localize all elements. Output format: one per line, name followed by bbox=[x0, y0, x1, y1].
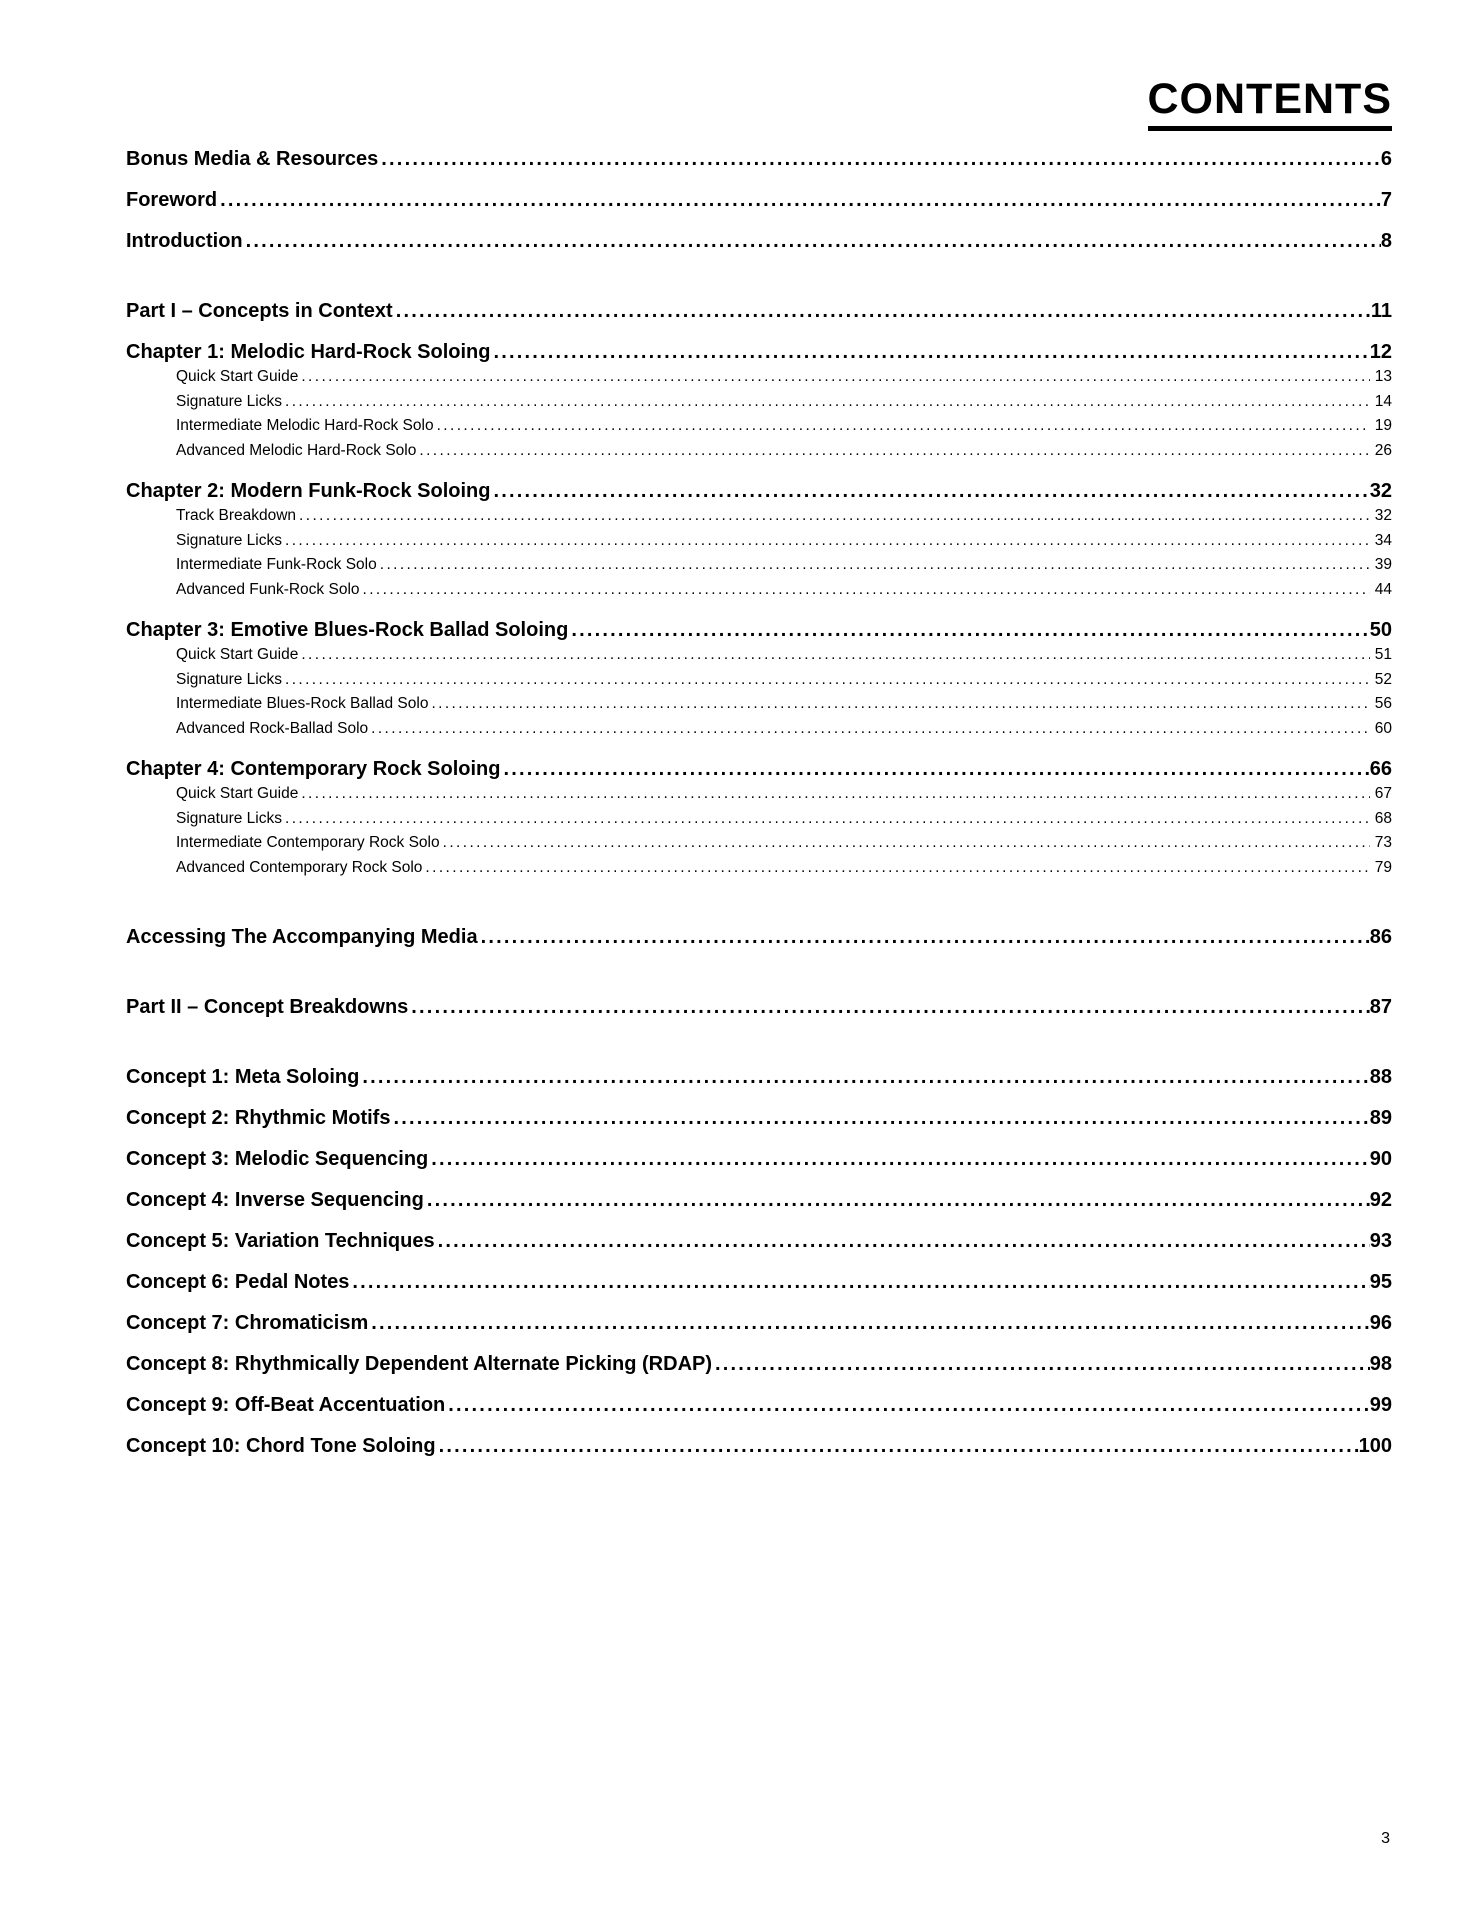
toc-entry[interactable] bbox=[126, 1064, 1392, 1090]
toc-entry-page-number: 34 bbox=[1374, 531, 1392, 549]
toc-entry[interactable] bbox=[126, 553, 1392, 578]
toc-entry[interactable] bbox=[126, 756, 1392, 782]
toc-entry[interactable] bbox=[126, 1228, 1392, 1254]
toc-entry-page-number: 56 bbox=[1374, 695, 1392, 712]
page-footer bbox=[1381, 1830, 1390, 1848]
toc-entry[interactable] bbox=[126, 831, 1392, 856]
toc-entry-page-number: 100 bbox=[1358, 1435, 1392, 1457]
toc-leader-dots bbox=[285, 390, 1370, 415]
toc-entry-page-number: 52 bbox=[1374, 670, 1392, 688]
toc-entry[interactable] bbox=[126, 228, 1392, 254]
toc-entry-page-number: 39 bbox=[1374, 556, 1392, 573]
toc-entry-page-number: 98 bbox=[1369, 1353, 1392, 1375]
toc-entry-page-number: 51 bbox=[1374, 646, 1392, 663]
toc-entry-page-number: 19 bbox=[1374, 417, 1392, 434]
toc-entry-label: Introduction bbox=[126, 230, 243, 252]
toc-entry-page-number: 90 bbox=[1369, 1148, 1392, 1170]
toc-entry-label: Foreword bbox=[126, 189, 218, 211]
toc-entry-page-number: 12 bbox=[1369, 341, 1392, 363]
toc-entry-label: Intermediate Melodic Hard-Rock Solo bbox=[176, 417, 434, 434]
toc-entry-page-number: 44 bbox=[1374, 580, 1392, 598]
toc-entry[interactable] bbox=[126, 478, 1392, 504]
toc-leader-dots bbox=[362, 1064, 1369, 1090]
toc-entry-page-number: 93 bbox=[1369, 1230, 1392, 1252]
toc-entry-label: Intermediate Contemporary Rock Solo bbox=[176, 834, 440, 851]
toc-entry-page-number: 88 bbox=[1369, 1066, 1392, 1088]
toc-entry[interactable] bbox=[126, 717, 1392, 742]
toc-entry[interactable] bbox=[126, 578, 1392, 603]
toc-entry-label: Concept 4: Inverse Sequencing bbox=[126, 1189, 424, 1211]
toc-entry[interactable] bbox=[126, 994, 1392, 1020]
toc-entry-label: Quick Start Guide bbox=[176, 646, 299, 663]
footer-page-number: 3 bbox=[1381, 1830, 1390, 1847]
toc-entry-label: Advanced Contemporary Rock Solo bbox=[176, 858, 423, 876]
toc-entry[interactable] bbox=[126, 668, 1392, 693]
toc-entry-page-number: 89 bbox=[1369, 1107, 1392, 1129]
toc-entry-page-number: 13 bbox=[1374, 368, 1392, 385]
toc-leader-dots bbox=[715, 1351, 1370, 1377]
toc-entry-page-number: 26 bbox=[1374, 441, 1392, 459]
toc-entry[interactable] bbox=[126, 1269, 1392, 1295]
toc-entry[interactable] bbox=[126, 504, 1392, 529]
toc-entry[interactable] bbox=[126, 339, 1392, 365]
toc-leader-dots bbox=[427, 1187, 1370, 1213]
toc-entry-label: Chapter 2: Modern Funk-Rock Soloing bbox=[126, 480, 491, 502]
toc-entry[interactable] bbox=[126, 617, 1392, 643]
toc-entry-label: Part I – Concepts in Context bbox=[126, 300, 393, 322]
toc-entry-page-number: 7 bbox=[1380, 189, 1392, 211]
toc-entry-label: Signature Licks bbox=[176, 670, 282, 688]
toc-entry-page-number: 67 bbox=[1374, 785, 1392, 802]
toc-leader-dots bbox=[481, 924, 1370, 950]
toc-entry-label: Concept 7: Chromaticism bbox=[126, 1312, 369, 1334]
toc-entry-label: Concept 8: Rhythmically Dependent Alternate Picking (RDAP) bbox=[126, 1353, 713, 1375]
toc-leader-dots bbox=[396, 298, 1371, 324]
toc-entry-page-number: 68 bbox=[1374, 809, 1392, 827]
toc-leader-dots bbox=[571, 617, 1369, 643]
toc-leader-dots bbox=[393, 1105, 1369, 1131]
toc-entry[interactable] bbox=[126, 439, 1392, 464]
toc-entry-label: Bonus Media & Resources bbox=[126, 148, 379, 170]
toc-leader-dots bbox=[301, 782, 1369, 807]
toc-leader-dots bbox=[438, 1228, 1370, 1254]
toc-entry-page-number: 92 bbox=[1369, 1189, 1392, 1211]
toc-entry-label: Chapter 3: Emotive Blues-Rock Ballad Soloing bbox=[126, 619, 569, 641]
toc-entry-label: Intermediate Funk-Rock Solo bbox=[176, 556, 377, 573]
toc-leader-dots bbox=[443, 831, 1370, 856]
toc-entry-page-number: 11 bbox=[1370, 300, 1392, 322]
toc-leader-dots bbox=[371, 1310, 1369, 1336]
toc-entry-label: Advanced Melodic Hard-Rock Solo bbox=[176, 441, 417, 459]
toc-entry-label: Concept 5: Variation Techniques bbox=[126, 1230, 435, 1252]
toc-leader-dots bbox=[425, 856, 1369, 881]
toc-entry[interactable] bbox=[126, 924, 1392, 950]
toc-entry[interactable] bbox=[126, 1392, 1392, 1418]
toc-entry[interactable] bbox=[126, 692, 1392, 717]
toc-entry-page-number: 6 bbox=[1380, 148, 1392, 170]
toc-entry[interactable] bbox=[126, 365, 1392, 390]
toc-entry-page-number: 87 bbox=[1369, 996, 1392, 1018]
toc-leader-dots bbox=[493, 339, 1369, 365]
toc-entry-label: Signature Licks bbox=[176, 531, 282, 549]
toc-list bbox=[126, 146, 1392, 1459]
toc-entry[interactable] bbox=[126, 1105, 1392, 1131]
toc-leader-dots bbox=[437, 414, 1370, 439]
toc-leader-dots bbox=[246, 228, 1381, 254]
toc-leader-dots bbox=[299, 504, 1370, 529]
toc-entry[interactable] bbox=[126, 390, 1392, 415]
toc-entry-label: Concept 9: Off-Beat Accentuation bbox=[126, 1394, 446, 1416]
toc-entry[interactable] bbox=[126, 1187, 1392, 1213]
toc-entry-page-number: 32 bbox=[1369, 480, 1392, 502]
toc-entry-label: Track Breakdown bbox=[176, 507, 297, 524]
toc-leader-dots bbox=[431, 692, 1369, 717]
toc-leader-dots bbox=[285, 807, 1370, 832]
toc-leader-dots bbox=[352, 1269, 1369, 1295]
toc-entry[interactable] bbox=[126, 1146, 1392, 1172]
toc-entry-page-number: 73 bbox=[1374, 834, 1392, 851]
toc-entry-page-number: 14 bbox=[1374, 392, 1392, 410]
toc-entry-label: Accessing The Accompanying Media bbox=[126, 926, 478, 948]
toc-entry[interactable] bbox=[126, 1433, 1392, 1459]
toc-entry-label: Chapter 4: Contemporary Rock Soloing bbox=[126, 758, 501, 780]
toc-leader-dots bbox=[363, 578, 1370, 603]
toc-entry[interactable] bbox=[126, 643, 1392, 668]
toc-entry-label: Concept 1: Meta Soloing bbox=[126, 1066, 360, 1088]
toc-entry-label: Concept 10: Chord Tone Soloing bbox=[126, 1435, 436, 1457]
toc-entry-label: Signature Licks bbox=[176, 392, 282, 410]
toc-entry-page-number: 95 bbox=[1369, 1271, 1392, 1293]
toc-leader-dots bbox=[220, 187, 1381, 213]
page-header bbox=[126, 75, 1392, 131]
toc-entry-page-number: 60 bbox=[1374, 719, 1392, 737]
toc-leader-dots bbox=[431, 1146, 1369, 1172]
toc-entry[interactable] bbox=[126, 146, 1392, 172]
toc-entry-label: Signature Licks bbox=[176, 809, 282, 827]
toc-leader-dots bbox=[411, 994, 1369, 1020]
toc-entry-label: Advanced Funk-Rock Solo bbox=[176, 580, 360, 598]
toc-leader-dots bbox=[448, 1392, 1369, 1418]
toc-leader-dots bbox=[493, 478, 1369, 504]
toc-entry-page-number: 99 bbox=[1369, 1394, 1392, 1416]
toc-entry-page-number: 8 bbox=[1380, 230, 1392, 252]
toc-entry[interactable] bbox=[126, 298, 1392, 324]
toc-entry-page-number: 32 bbox=[1374, 507, 1392, 524]
page-title: CONTENTS bbox=[1148, 78, 1393, 131]
toc-entry-page-number: 96 bbox=[1369, 1312, 1392, 1334]
toc-leader-dots bbox=[381, 146, 1381, 172]
toc-entry-label: Concept 6: Pedal Notes bbox=[126, 1271, 350, 1293]
toc-entry-label: Chapter 1: Melodic Hard-Rock Soloing bbox=[126, 341, 491, 363]
toc-entry-page-number: 86 bbox=[1369, 926, 1392, 948]
toc-entry-page-number: 66 bbox=[1369, 758, 1392, 780]
toc-leader-dots bbox=[285, 529, 1370, 554]
toc-entry-page-number: 79 bbox=[1374, 858, 1392, 876]
toc-leader-dots bbox=[439, 1433, 1359, 1459]
toc-leader-dots bbox=[301, 643, 1369, 668]
toc-leader-dots bbox=[285, 668, 1370, 693]
toc-entry[interactable] bbox=[126, 807, 1392, 832]
toc-entry[interactable] bbox=[126, 782, 1392, 807]
toc-entry-page-number: 50 bbox=[1369, 619, 1392, 641]
toc-leader-dots bbox=[301, 365, 1369, 390]
toc-leader-dots bbox=[419, 439, 1369, 464]
toc-leader-dots bbox=[371, 717, 1370, 742]
toc-entry-label: Quick Start Guide bbox=[176, 368, 299, 385]
toc-entry-label: Intermediate Blues-Rock Ballad Solo bbox=[176, 695, 429, 712]
toc-entry[interactable] bbox=[126, 529, 1392, 554]
toc-entry-label: Advanced Rock-Ballad Solo bbox=[176, 719, 369, 737]
toc-entry[interactable] bbox=[126, 1310, 1392, 1336]
toc-entry[interactable] bbox=[126, 856, 1392, 881]
toc-entry-label: Concept 3: Melodic Sequencing bbox=[126, 1148, 429, 1170]
toc-entry[interactable] bbox=[126, 187, 1392, 213]
toc-leader-dots bbox=[504, 756, 1370, 782]
toc-entry-label: Part II – Concept Breakdowns bbox=[126, 996, 409, 1018]
toc-entry-label: Quick Start Guide bbox=[176, 785, 299, 802]
toc-leader-dots bbox=[380, 553, 1370, 578]
toc-entry-label: Concept 2: Rhythmic Motifs bbox=[126, 1107, 391, 1129]
toc-entry[interactable] bbox=[126, 1351, 1392, 1377]
toc-entry[interactable] bbox=[126, 414, 1392, 439]
